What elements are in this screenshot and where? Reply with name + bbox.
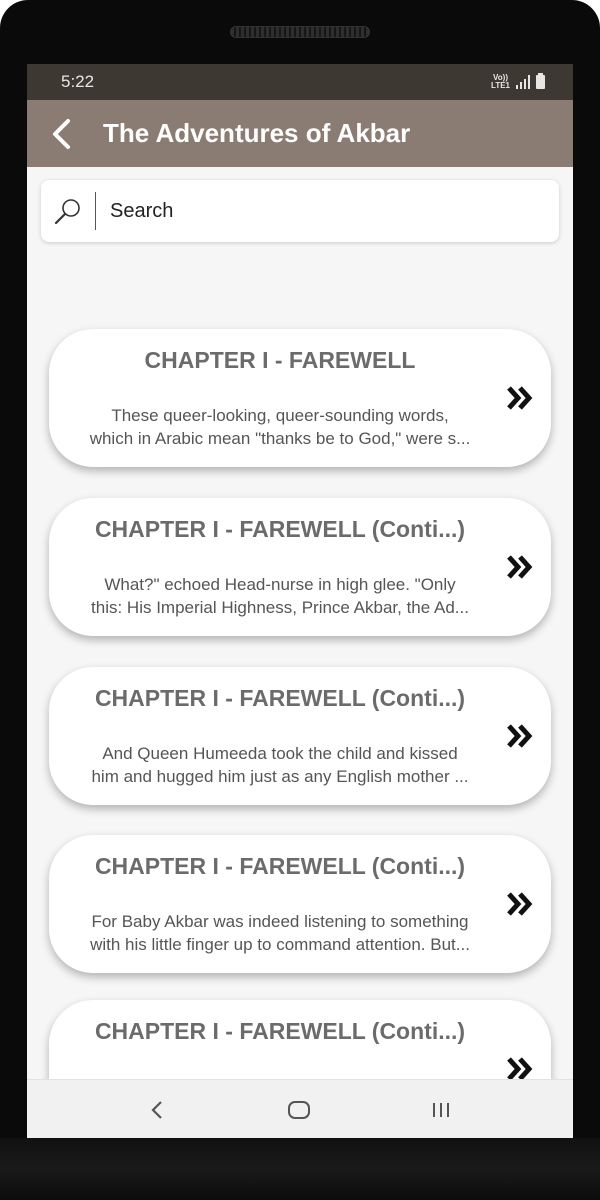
search-bar[interactable] xyxy=(41,180,559,242)
nav-back-icon xyxy=(149,1099,165,1121)
signal-icon xyxy=(516,75,530,89)
double-chevron-right-icon xyxy=(505,552,535,582)
app-title: The Adventures of Akbar xyxy=(103,118,411,148)
search-icon xyxy=(53,196,83,226)
battery-icon xyxy=(536,75,545,89)
screen xyxy=(27,64,573,1138)
chapter-list-area xyxy=(27,167,573,1079)
chapter-title: CHAPTER I - FAREWELL xyxy=(144,347,416,373)
back-arrow-icon xyxy=(50,119,72,149)
status-bar xyxy=(27,64,573,100)
nav-back-button[interactable] xyxy=(143,1096,171,1124)
lte-indicator: Vo)) LTE1 xyxy=(491,73,510,90)
chapter-excerpt: These queer-looking, queer-sounding words, which in Arabic mean "thanks be to God," were s... xyxy=(89,406,471,448)
phone-bottom-bezel xyxy=(0,1138,600,1200)
chapter-card-1[interactable] xyxy=(49,329,551,467)
double-chevron-right-icon xyxy=(505,383,535,413)
app-bar xyxy=(27,100,573,167)
search-input[interactable] xyxy=(110,200,530,223)
chapter-excerpt: What?" echoed Head-nurse in high glee. "Only this: His Imperial Highness, Prince Akbar, the Ad... xyxy=(91,575,469,617)
search-icon-wrap xyxy=(41,180,95,242)
nav-recents-icon xyxy=(429,1099,453,1121)
chapter-card-4[interactable] xyxy=(49,835,551,973)
chapter-title: CHAPTER I - FAREWELL (Conti...) xyxy=(94,685,466,711)
chapter-title: CHAPTER I - FAREWELL (Conti...) xyxy=(94,853,466,879)
double-chevron-right-icon xyxy=(505,721,535,751)
phone-speaker xyxy=(230,26,370,38)
system-nav-bar xyxy=(27,1079,573,1138)
chapter-title: CHAPTER I - FAREWELL (Conti...) xyxy=(94,516,466,542)
chapter-excerpt: And Queen Humeeda took the child and kissed him and hugged him just as any English mother ... xyxy=(91,744,469,786)
back-button[interactable] xyxy=(31,100,91,167)
nav-home-icon xyxy=(286,1099,312,1121)
chapter-card-3[interactable] xyxy=(49,667,551,805)
double-chevron-right-icon xyxy=(505,889,535,919)
status-icons xyxy=(491,74,545,90)
search-divider xyxy=(95,192,96,230)
chapter-card-2[interactable] xyxy=(49,498,551,636)
chapter-title: CHAPTER I - FAREWELL (Conti...) xyxy=(94,1018,466,1044)
status-time: 5:22 xyxy=(61,72,95,91)
chapter-excerpt: For Baby Akbar was indeed listening to something with his little finger up to command attention. But... xyxy=(90,912,470,954)
nav-home-button[interactable] xyxy=(285,1096,313,1124)
nav-recents-button[interactable] xyxy=(427,1096,455,1124)
